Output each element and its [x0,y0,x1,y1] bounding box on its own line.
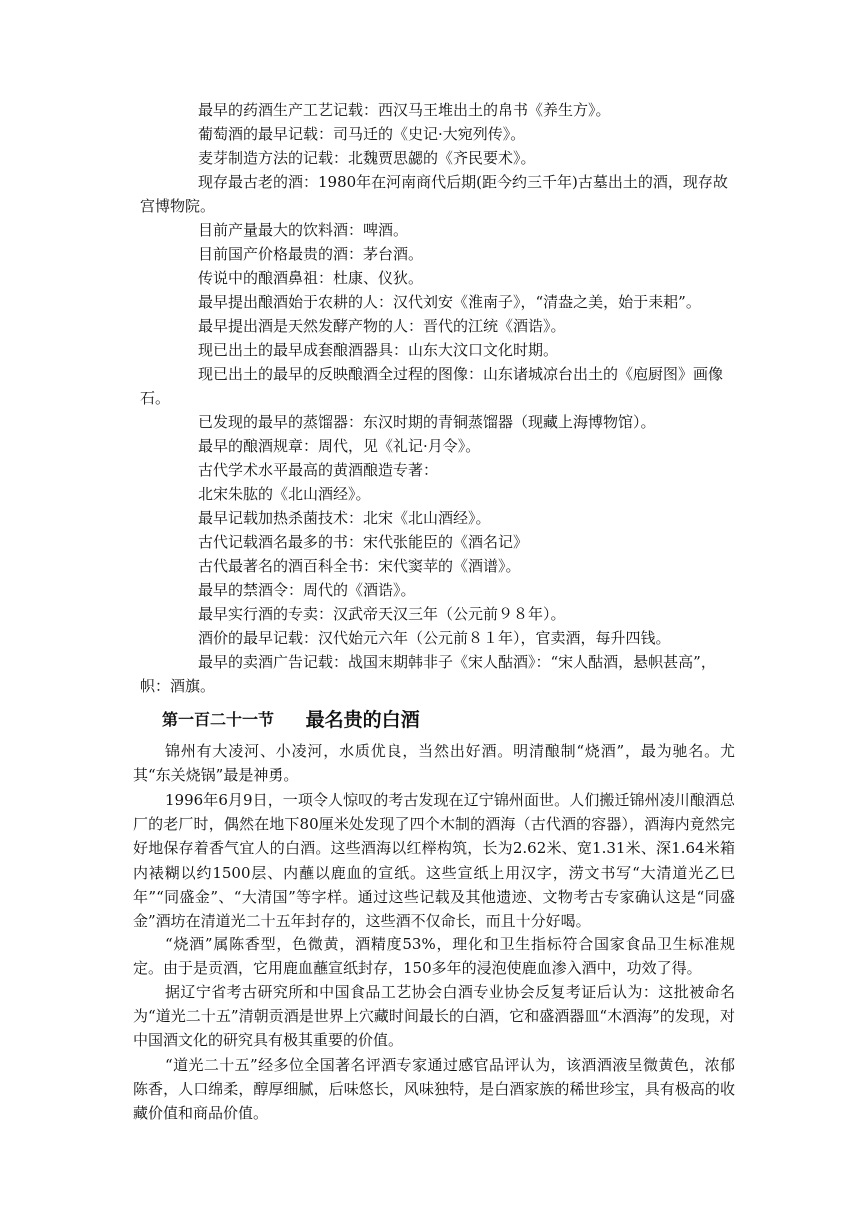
list-line: 帜：酒旗。 [140,677,216,695]
list-line: 目前产量最大的饮料酒：啤酒。 [198,221,409,239]
list-line: 最早提出酒是天然发酵产物的人：晋代的江统《酒诰》。 [198,317,566,335]
list-line: 最早提出酿酒始于农耕的人：汉代刘安《淮南子》，“清盎之美，始于耒耜”。 [198,293,701,311]
list-line: 最早的酿酒规章：周代，见《礼记·月令》。 [198,437,481,455]
list-line: 最早实行酒的专卖：汉武帝天汉三年（公元前９８年）。 [198,605,566,623]
list-line: 古代最著名的酒百科全书：宋代窦苹的《酒谱》。 [198,557,521,575]
list-line: 现已出土的最早的反映酿酒全过程的图像：山东诸城凉台出土的《庖厨图》画像 [198,365,724,383]
list-line: 最早的禁酒令：周代的《酒诰》。 [198,581,416,599]
list-line: 最早记载加热杀菌技术：北宋《北山酒经》。 [198,509,491,527]
list-line: 葡萄酒的最早记载：司马迁的《史记·大宛列传》。 [198,125,526,143]
list-line: 现已出土的最早成套酿酒器具：山东大汶口文化时期。 [198,341,559,359]
list-line: 古代学术水平最高的黄酒酿造专著： [198,461,439,479]
list-line: 宫博物院。 [140,197,216,215]
section-title: 最名贵的白酒 [305,709,420,731]
list-line: 北宋朱肱的《北山酒经》。 [198,485,371,503]
list-line: 已发现的最早的蒸馏器：东汉时期的青铜蒸馏器（现藏上海博物馆）。 [198,413,656,431]
list-line: 古代记载酒名最多的书：宋代张能臣的《酒名记》 [198,533,529,551]
body-paragraph: 1996年6月9日，一项令人惊叹的考古发现在辽宁锦州面世。人们搬迁锦州凌川酿酒总厂的老厂时，偶然在地下80厘米处发现了四个木制的酒海（古代酒的容器），酒海内竟然完好地保存着香气宜人的白酒。这些酒海以红榉构筑，长为2.62米、宽1.31米、深1.64米箱内裱糊以约1500层、内蘸以鹿血的宣纸。这些宣纸上用汉字，涝文书写“大清道光乙巳年”“同盛金”、“大清国”等字样。通过这些记载及其他遗迹、文物考古专家确认这是“同盛金”酒坊在清道光二十五年封存的，这些酒不仅命长，而且十分好喝。 [133,791,735,931]
body-paragraph: “烧酒”属陈香型，色微黄，酒精度53%，理化和卫生指标符合国家食品卫生标准规定。由于是贡酒，它用鹿血蘸宣纸封存，150多年的浸泡使鹿血渗入酒中，功效了得。 [133,935,735,978]
section-number: 第一百二十一节 [162,710,275,729]
list-line: 石。 [140,389,171,407]
list-line: 现存最古老的酒：1980年在河南商代后期(距今约三千年)古墓出土的酒，现存故 [198,173,728,191]
body-paragraph: 锦州有大凌河、小凌河，水质优良，当然出好酒。明清酿制“烧酒”，最为驰名。尤其“东关烧锅”最是神勇。 [133,742,735,785]
section-heading [162,705,722,732]
body-paragraph: 据辽宁省考古研究所和中国食品工艺协会白酒专业协会反复考证后认为：这批被命名为“道光二十五”清朝贡酒是世界上穴藏时间最长的白酒，它和盛酒器皿“木酒海”的发现，对中国酒文化的研究具有极其重要的价值。 [133,983,735,1050]
list-line: 最早的卖酒广告记载：战国末期韩非子《宋人酤酒》：“宋人酤酒，悬帜甚高”， [198,653,716,671]
list-line: 最早的药酒生产工艺记载：西汉马王堆出土的帛书《养生方》。 [198,101,611,119]
list-line: 目前国产价格最贵的酒：茅台酒。 [198,245,424,263]
body-paragraph: “道光二十五”经多位全国著名评酒专家通过感官品评认为，该酒酒液呈微黄色，浓郁陈香，人口绵柔，醇厚细腻，后味悠长，风味独特，是白酒家族的稀世珍宝，具有极高的收藏价值和商品价值。 [133,1056,735,1123]
list-line: 麦芽制造方法的记载：北魏贾思勰的《齐民要术》。 [198,149,536,167]
list-line: 传说中的酿酒鼻祖：杜康、仪狄。 [198,269,424,287]
list-line: 酒价的最早记载：汉代始元六年（公元前８１年），官卖酒，每升四钱。 [198,629,671,647]
